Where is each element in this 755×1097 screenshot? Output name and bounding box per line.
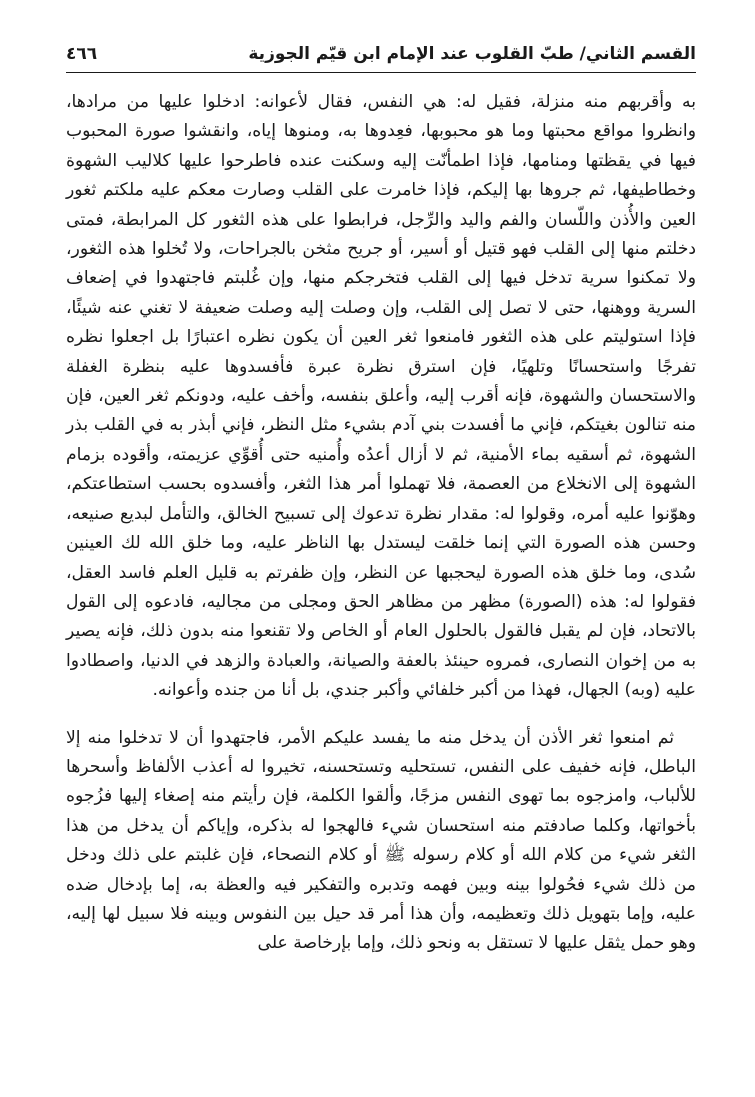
body-text xyxy=(66,88,696,959)
running-title: القسم الثاني/ طبّ القلوب عند الإمام ابن قيّم الجوزية xyxy=(248,44,696,64)
paragraph-2: ثم امنعوا ثغر الأذن أن يدخل منه ما يفسد عليكم الأمر، فاجتهدوا أن لا تدخلوا منه إلا الباطل، فإنه خفيف على النفس، تستحليه وتستحسنه، تخيروا له أعذب الألفاظ وأسحرها للألباب، وامزجوه بما تهوى النفس مزجًا، وألقوا الكلمة، فإن رأيتم منه إصغاء إليها فزُجوه بأخواتها، وكلما صادفتم منه استحسان شيء فالهجوا له بذكره، وإياكم أن يدخل من هذا الثغر شيء من كلام الله أو كلام رسوله ﷺ أو كلام النصحاء، فإن غلبتم على ذلك ودخل من ذلك شيء فحُولوا بينه وبين فهمه وتدبره والتفكير فيه والعظة به، إما بإدخال ضده عليه، وإما بتهويل ذلك وتعظيمه، وأن هذا أمر قد حيل بين النفوس وبينه فلا سبيل لها إليه، وهو حمل يثقل عليها لا تستقل به ونحو ذلك، وإما بإرخاصة على xyxy=(66,727,696,954)
page-header xyxy=(66,42,696,73)
paragraph-1: به وأقربهم منه منزلة، فقيل له: هي النفس، فقال لأعوانه: ادخلوا عليها من مرادها، وانظروا مواقع محبتها وما هو محبوبها، فعِدوها به، ومنوها إياه، وانقشوا صورة المحبوب فيها في يقظتها ومنامها، فإذا اطمأنّت إليه وسكنت عنده فاطرحوا عليها كلاليب الشهوة وخطاطيفها، ثم جروها بها إليكم، فإذا خامرت على القلب وصارت معكم عليه ملكتم ثغور العين والأُذن واللّسان والفم واليد والرِّجل، فرابطوا على هذه الثغور كل المرابطة، فمتى دخلتم منها إلى القلب فهو قتيل أو أسير، أو جريح مثخن بالجراحات، ولا تُخلوا هذه الثغور، ولا تمكنوا سرية تدخل فيها إلى القلب فتخرجكم منها، وإن غُلبتم فاجتهدوا في إضعاف السرية ووهنها، حتى لا تصل إلى القلب، وإن وصلت إليه وصلت ضعيفة لا تغني عنه شيئًا، فإذا استوليتم على هذه الثغور فامنعوا ثغر العين أن يكون نظره اعتبارًا بل اجعلوا نظره تفرجًا واستحسانًا وتلهيًا، فإن استرق نظرة عبرة فأفسدوها عليه بنظرة الغفلة والاستحسان والشهوة، فإنه أقرب إليه، وأعلق بنفسه، وأخف عليه، ودونكم ثغر العين، فإن منه تنالون بغيتكم، فإني ما أفسدت بني آدم بشيء مثل النظر، فإني أبذر به في القلب بذر الشهوة، ثم أسقيه بماء الأمنية، ثم لا أزال أعدُه وأُمنيه حتى أُقوِّي عزيمته، وأقوده بزمام الشهوة إلى الانخلاع من العصمة، فلا تهملوا أمر هذا الثغر، وأفسدوه بحسب استطاعتكم، وهوّنوا عليه أمره، وقولوا له: مقدار نظرة تدعوك إلى تسبيح الخالق، والتأمل لبديع صنيعه، وحسن هذه الصورة التي إنما خلقت ليستدل بها الناظر عليه، وما خلق الله لك العينين سُدى، وما خلق هذه الصورة ليحجبها عن النظر، وإن ظفرتم به قليل العلم فاسد العقل، فقولوا له: هذه (الصورة) مظهر من مظاهر الحق ومجلى من مجاليه، فادعوه إلى القول بالاتحاد، فإن لم يقبل فالقول بالحلول العام أو الخاص ولا تقنعوا منه بدون ذلك، فإنه يصير به من إخوان النصارى، فمروه حينئذ بالعفة والصيانة، والعبادة والزهد في الدنيا، واصطادوا عليه (وبه) الجهال، فهذا من أكبر خلفائي وأكبر جندي، بل أنا من جنده وأعوانه. xyxy=(66,92,696,701)
page-number: ٤٦٦ xyxy=(66,44,98,64)
